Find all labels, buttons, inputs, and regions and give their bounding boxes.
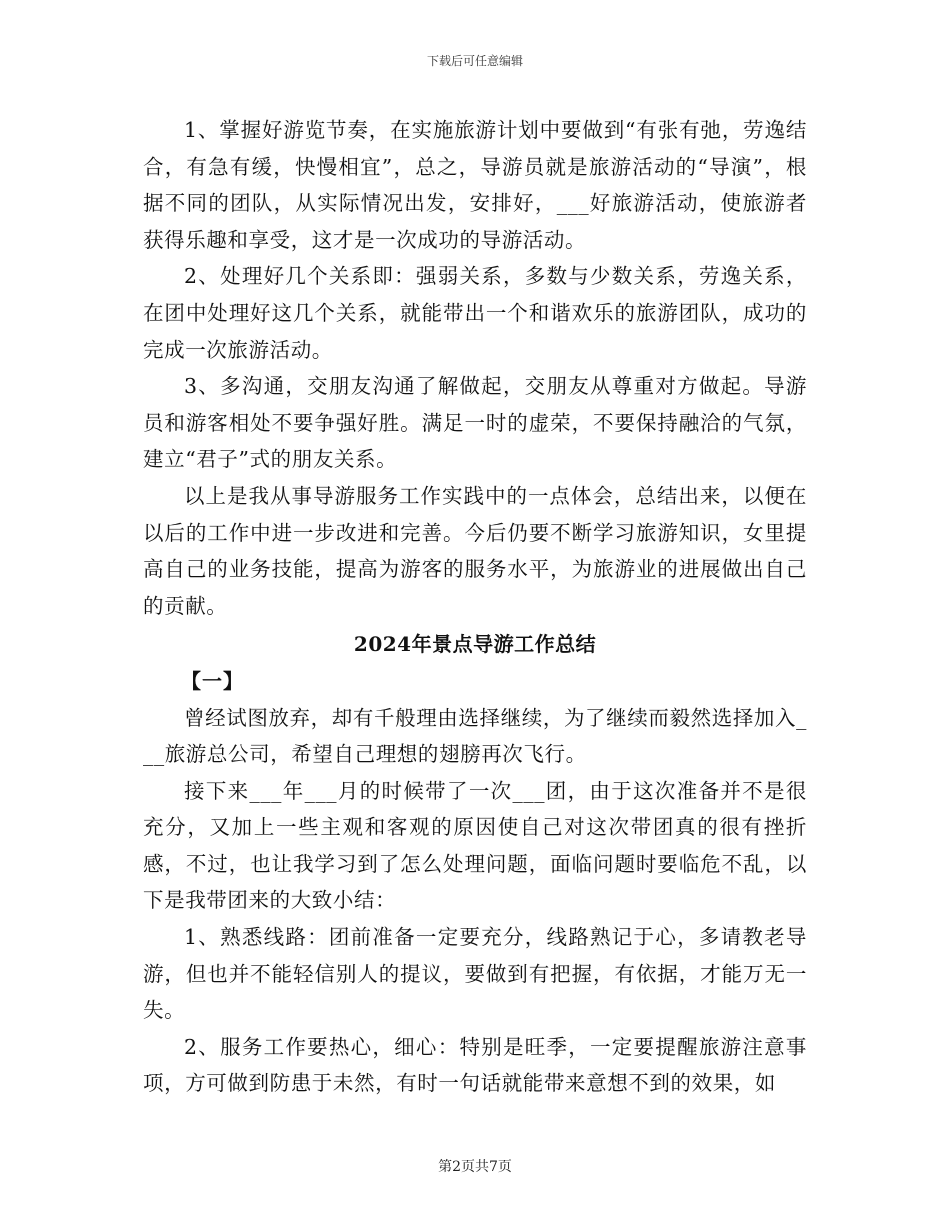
document-body (143, 112, 807, 1102)
paragraph-conclusion: 以上是我从事导游服务工作实践中的一点体会，总结出来，以便在以后的工作中进一步改进和完善。今后仍要不断学习旅游知识，女里提高自己的业务技能，提高为游客的服务水平，为旅游业的进展做出自己的贡献。 (143, 483, 807, 618)
paragraph-communication: 3、多沟通，交朋友沟通了解做起，交朋友从尊重对方做起。导游员和游客相处不要争强好胜。满足一时的虚荣，不要保持融洽的气氛，建立“君子”式的朋友关系。 (143, 374, 807, 472)
paragraph-relationships: 2、处理好几个关系即：强弱关系，多数与少数关系，劳逸关系，在团中处理好这几个关系，就能带出一个和谐欢乐的旅游团队，成功的完成一次旅游活动。 (143, 264, 807, 362)
paragraph-familiar-route: 1、熟悉线路：团前准备一定要充分，线路熟记于心，多请教老导游，但也并不能轻信别人的提议，要做到有把握，有依据，才能万无一失。 (143, 925, 807, 1023)
paragraph-intro: 曾经试图放弃，却有千般理由选择继续，为了继续而毅然选择加入___旅游总公司，希望自己理想的翅膀再次飞行。 (143, 705, 807, 767)
paragraph-service-attitude: 2、服务工作要热心，细心：特别是旺季，一定要提醒旅游注意事项，方可做到防患于未然，有时一句话就能带来意想不到的效果，如 (143, 1034, 807, 1096)
paragraph-tour-experience: 接下来___年___月的时候带了一次___团，由于这次准备并不是很充分，又加上一些主观和客观的原因使自己对这次带团真的很有挫折感，不过，也让我学习到了怎么处理问题，面临问题时要临危不乱，以下是我带团来的大致小结： (143, 778, 807, 913)
page-footer: 第2页共7页 (438, 1159, 512, 1175)
paragraph-rhythm: 1、掌握好游览节奏，在实施旅游计划中要做到“有张有弛，劳逸结合，有急有缓，快慢相宜”，总之，导游员就是旅游活动的“导演”，根据不同的团队，从实际情况出发，安排好，___好旅游活动，使旅游者获得乐趣和享受，这才是一次成功的导游活动。 (143, 118, 807, 252)
section-title: 2024年景点导游工作总结 (353, 632, 597, 657)
page-header: 下载后可任意编辑 (426, 54, 523, 68)
subheading: 【一】 (181, 668, 244, 693)
